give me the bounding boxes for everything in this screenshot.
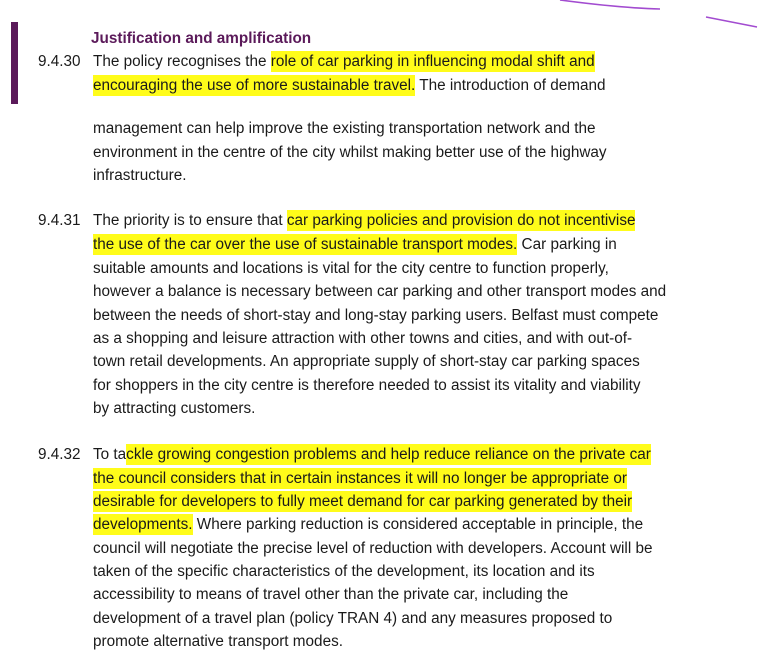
text-line: suitable amounts and locations is vital for the city centre to function properly,	[93, 260, 609, 277]
text-line: development of a travel plan (policy TRAN 4) and any measures proposed to	[93, 610, 613, 627]
text-line: management can help improve the existing transportation network and the	[93, 120, 596, 137]
text-line: council will negotiate the precise level of reduction with developers. Account will be	[93, 540, 653, 557]
highlighted-text: the use of the car over the use of sustainable transport modes.	[93, 236, 518, 253]
highlighted-text: the council considers that in certain instances it will no longer be appropriate or	[93, 470, 627, 487]
text-line	[93, 467, 627, 491]
text-line: accessibility to means of travel other than the private car, including the	[93, 586, 569, 603]
text-line	[93, 490, 632, 514]
text-line: developments. Where parking reduction is considered acceptable in principle, the	[93, 516, 644, 533]
text-line: The policy recognises the role of car parking in influencing modal shift and	[93, 53, 595, 70]
paragraph-number: 9.4.32	[38, 446, 81, 463]
paragraph-number: 9.4.30	[38, 53, 81, 70]
highlighted-text: desirable for developers to fully meet demand for car parking generated by their	[93, 493, 633, 510]
highlighted-text: car parking policies and provision do not incentivise	[286, 212, 636, 229]
highlighted-text: developments.	[93, 516, 193, 533]
text-line: taken of the specific characteristics of the development, its location and its	[93, 563, 595, 580]
text-line: the use of the car over the use of sustainable transport modes. Car parking in	[93, 236, 617, 253]
text-line: environment in the centre of the city whilst making better use of the highway	[93, 144, 607, 161]
highlighted-text: ckle growing congestion problems and help reduce reliance on the private car	[126, 446, 651, 463]
text-line: between the needs of short-stay and long-stay parking users. Belfast must compete	[93, 307, 659, 324]
text-line: promote alternative transport modes.	[93, 633, 343, 650]
text-line: as a shopping and leisure attraction with other towns and cities, and with out-of-	[93, 330, 633, 347]
text-line: by attracting customers.	[93, 400, 256, 417]
highlighted-text: encouraging the use of more sustainable travel.	[93, 77, 416, 94]
highlighted-text: role of car parking in influencing modal shift and	[270, 53, 595, 70]
text-line: To tackle growing congestion problems and help reduce reliance on the private car	[93, 446, 651, 463]
paragraph-number: 9.4.31	[38, 212, 81, 229]
text-line: however a balance is necessary between car parking and other transport modes and	[93, 283, 667, 300]
text-line: town retail developments. An appropriate supply of short-stay car parking spaces	[93, 353, 640, 370]
text-line: encouraging the use of more sustainable travel. The introduction of demand	[93, 77, 606, 94]
text-line: for shoppers in the city centre is therefore needed to assist its vitality and viability	[93, 377, 641, 394]
text-line: The priority is to ensure that car parking policies and provision do not incentivise	[93, 212, 636, 229]
text-line: infrastructure.	[93, 167, 187, 184]
section-heading: Justification and amplification	[91, 30, 312, 47]
